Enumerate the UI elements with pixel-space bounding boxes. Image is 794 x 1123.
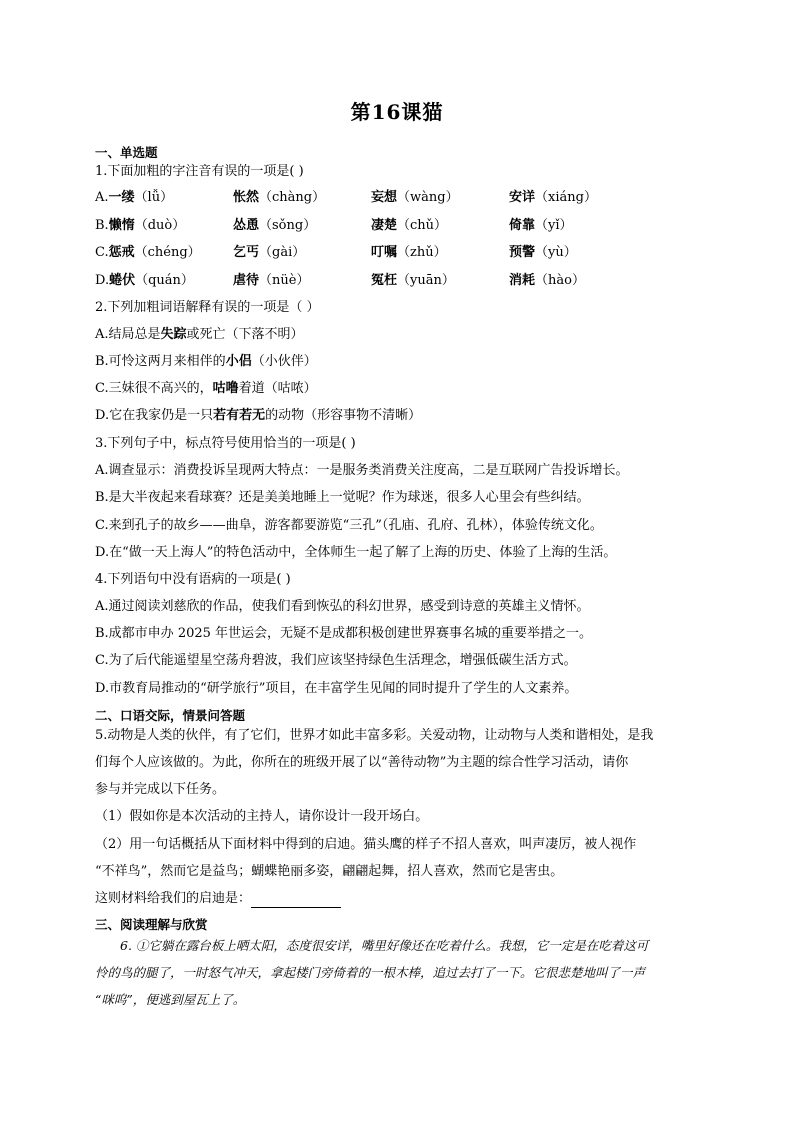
q1-word: 虐待: [233, 273, 260, 288]
q1-word: 怅然: [233, 190, 260, 205]
q3-option-b: B.是大半夜起来看球赛？还是美美地睡上一觉呢？作为球迷，很多人心里会有些纠结。: [95, 490, 590, 505]
q1-option-cell: [509, 272, 585, 290]
q2-option-d: [95, 407, 421, 425]
q2a-bold: 失踪: [160, 327, 187, 342]
section-heading-3: 三、阅读理解与欣赏: [95, 917, 208, 932]
q3-option-a: A.调查显示：消费投诉呈现两大特点：一是服务类消费关注度高，二是互联网广告投诉增长。: [95, 463, 629, 478]
q1-word: 懒惰: [108, 218, 135, 233]
q2b-bold: 小侣: [225, 354, 252, 369]
q1-word: 惩戒: [108, 245, 135, 260]
q3-option-c: C.来到孔子的故乡——曲阜，游客都要游览“三孔”（孔庙、孔府、孔林），体验传统文化。: [95, 518, 603, 533]
q1-pinyin: （yù）: [535, 245, 577, 260]
q2c-bold: 咕噜: [212, 381, 239, 396]
q4-option-b: B.成都市申办 2025 年世运会，无疑不是成都积极创建世界赛事名城的重要举措之一。: [95, 626, 593, 641]
q1-pinyin: （nüè）: [259, 273, 310, 288]
q1-option-cell: [233, 244, 305, 262]
q3-option-d: D.在“做一天上海人”的特色活动中，全体师生一起了解了上海的历史、体验了上海的生活。: [95, 545, 617, 560]
q1-pinyin: （yǐ）: [535, 218, 573, 233]
q1-word: 凄楚: [371, 218, 398, 233]
q1-pinyin: （sǒng）: [259, 218, 317, 233]
q1-word: 乞丐: [233, 245, 260, 260]
q1-option-cell: [233, 217, 316, 235]
q2a-post: 或死亡（下落不明）: [186, 327, 304, 342]
q4-option-a: A.通过阅读刘慈欣的作品，使我们看到恢弘的科幻世界，感受到诗意的英雄主义情怀。: [95, 599, 590, 614]
q2-stem: 2.下列加粗词语解释有误的一项是（ ）: [95, 300, 320, 315]
q1-word: 消耗: [509, 273, 536, 288]
section-heading-1: 一、单选题: [95, 145, 158, 160]
q2-option-c: [95, 380, 317, 398]
q1-pinyin: （xiáng）: [535, 190, 597, 205]
q1-option-cell: [509, 244, 577, 262]
q2d-bold: 若有若无: [213, 408, 266, 423]
q5-task-2: （2）用一句话概括从下面材料中得到的启迪。猫头鹰的样子不招人喜欢，叫声凄厉，被人视作: [95, 837, 637, 852]
section-heading-2: 二、口语交际，情景问答题: [95, 708, 246, 723]
q4-option-c: C.为了后代能遥望星空荡舟碧波，我们应该坚持绿色生活理念，增强低碳生活方式。: [95, 653, 577, 668]
q1-pinyin: （duò）: [134, 218, 186, 233]
q1-option-cell: [95, 217, 185, 235]
q4-stem: 4.下列语句中没有语病的一项是( ): [95, 572, 291, 587]
q5-task-2-cont: “不祥鸟”，然而它是益鸟；蝴蝶艳丽多姿，翩翩起舞，招人喜欢，然而它是害虫。: [95, 864, 564, 879]
page-title: 第16课猫: [350, 100, 444, 124]
q1-word: 妄想: [371, 190, 398, 205]
q2c-post: 着道（咕哝）: [238, 381, 317, 396]
q6-line-2: 怜的鸟的腿了，一时怒气冲天，拿起楼门旁倚着的一根木棒，追过去打了一下。它很悲楚地叫了一声: [95, 965, 646, 980]
q1-stem: 1.下面加粗的字注音有误的一项是( ): [95, 164, 304, 179]
q1-pinyin: （yuān）: [397, 273, 455, 288]
q1-option-letter: B.: [95, 218, 109, 233]
q5-task-1: （1）假如你是本次活动的主持人，请你设计一段开场白。: [95, 809, 429, 824]
q1-pinyin: （chǔ）: [397, 218, 448, 233]
q1-pinyin: （hào）: [535, 273, 585, 288]
q5-answer-line: [95, 890, 341, 908]
q1-word: 怂恿: [233, 218, 260, 233]
q1-option-cell: [95, 272, 194, 290]
q3-stem: 3.下列句子中，标点符号使用恰当的一项是( ): [95, 436, 356, 451]
q1-pinyin: （quán）: [135, 273, 194, 288]
q1-word: 倚靠: [509, 218, 536, 233]
q2b-post: （小伙伴）: [251, 354, 317, 369]
q1-option-cell: [95, 244, 201, 262]
q2d-post: 的动物（形容事物不清晰）: [265, 408, 422, 423]
q2-option-a: [95, 326, 304, 344]
q2b-pre: B.可怜这两月来相伴的: [95, 354, 226, 369]
q2-option-b: [95, 353, 317, 371]
q1-option-cell: [233, 189, 325, 207]
q2d-pre: D.它在我家仍是一只: [95, 408, 214, 423]
q4-option-d: D.市教育局推动的“研学旅行”项目，在丰富学生见闻的同时提升了学生的人文素养。: [95, 681, 578, 696]
q5-line-1: 5.动物是人类的伙伴，有了它们，世界才如此丰富多彩。关爱动物，让动物与人类和谐相处，是我: [95, 728, 654, 743]
q1-option-cell: [371, 244, 447, 262]
q1-pinyin: （chàng）: [259, 190, 326, 205]
q1-word: 安详: [509, 190, 536, 205]
q5-line-2: 们每个人应该做的。为此，你所在的班级开展了以“善待动物”为主题的综合性学习活动，请你: [95, 755, 629, 770]
q1-option-letter: D.: [95, 273, 110, 288]
q2a-pre: A.结局总是: [95, 327, 161, 342]
q5-line-3: 参与并完成以下任务。: [95, 782, 226, 797]
q1-pinyin: （gài）: [259, 245, 306, 260]
q1-word: 蜷伏: [109, 273, 136, 288]
q1-pinyin: （zhǔ）: [397, 245, 447, 260]
answer-blank[interactable]: [251, 893, 341, 908]
q2c-pre: C.三妹很不高兴的，: [95, 381, 213, 396]
q1-option-cell: [371, 189, 459, 207]
q1-option-cell: [233, 272, 309, 290]
q1-pinyin: （wàng）: [397, 190, 459, 205]
q1-option-cell: [371, 217, 447, 235]
q1-word: 预警: [509, 245, 536, 260]
q1-word: 冤枉: [371, 273, 398, 288]
q1-pinyin: （chéng）: [134, 245, 201, 260]
q1-option-letter: C.: [95, 245, 109, 260]
q1-option-cell: [509, 217, 573, 235]
q1-option-cell: [371, 272, 455, 290]
q1-option-letter: A.: [95, 190, 109, 205]
q1-option-cell: [509, 189, 597, 207]
q1-option-cell: [95, 189, 173, 207]
q1-pinyin: （lǚ）: [134, 190, 174, 205]
q1-word: 一缕: [108, 190, 135, 205]
q5-answer-prompt: 这则材料给我们的启迪是：: [95, 891, 252, 906]
q6-line-3: “咪呜”，便逃到屋瓦上了。: [95, 992, 246, 1007]
q6-line-1: 6. ①它躺在露台板上晒太阳，态度很安详，嘴里好像还在吃着什么。我想，它一定是在吃着这可: [120, 938, 649, 953]
q1-word: 叮嘱: [371, 245, 398, 260]
